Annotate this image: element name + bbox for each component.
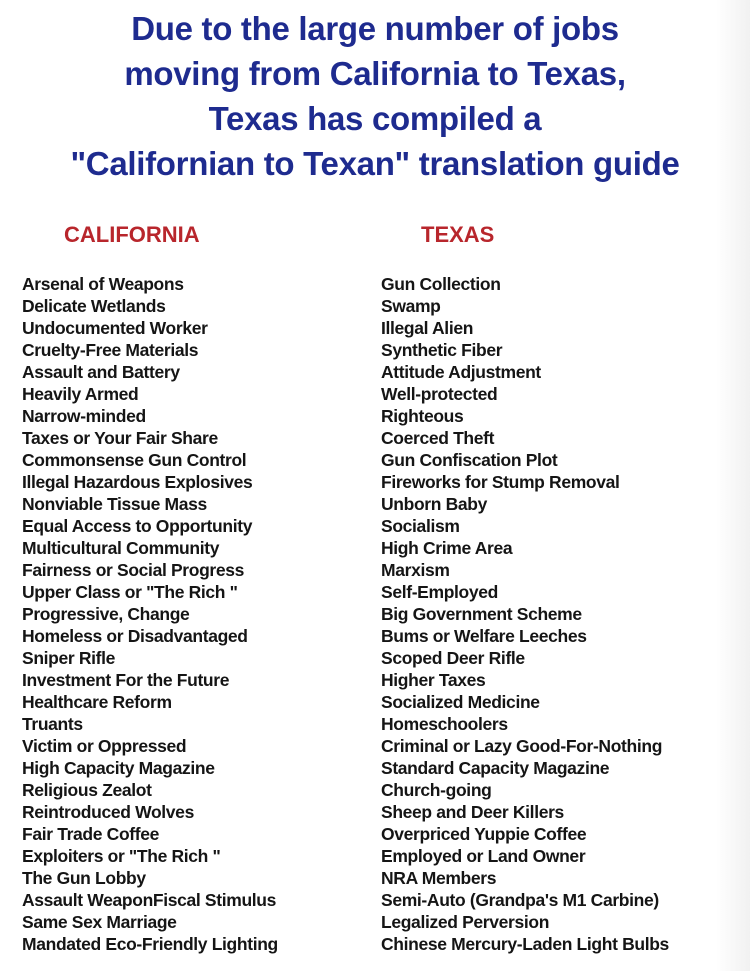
- california-term: Exploiters or "The Rich ": [22, 846, 221, 866]
- texas-term: Sheep and Deer Killers: [381, 802, 564, 822]
- title-line: Texas has compiled a: [208, 100, 542, 137]
- california-term: Delicate Wetlands: [22, 296, 166, 316]
- california-term: Undocumented Worker: [22, 318, 208, 338]
- texas-term: Chinese Mercury-Laden Light Bulbs: [381, 934, 669, 954]
- texas-term: Homeschoolers: [381, 714, 508, 734]
- texas-term: Gun Confiscation Plot: [381, 450, 558, 470]
- texas-term: Unborn Baby: [381, 494, 488, 514]
- california-term: Same Sex Marriage: [22, 912, 177, 932]
- page-title: [0, 6, 750, 186]
- california-term: Reintroduced Wolves: [22, 802, 194, 822]
- california-term: Fairness or Social Progress: [22, 560, 245, 580]
- texas-term: Fireworks for Stump Removal: [381, 472, 620, 492]
- california-term: The Gun Lobby: [22, 868, 146, 888]
- texas-term: Overpriced Yuppie Coffee: [381, 824, 587, 844]
- texas-term: Self-Employed: [381, 582, 499, 602]
- texas-term: Legalized Perversion: [381, 912, 550, 932]
- texas-term: Coerced Theft: [381, 428, 495, 448]
- california-term: Upper Class or "The Rich ": [22, 582, 238, 602]
- california-term: Mandated Eco-Friendly Lighting: [22, 934, 278, 954]
- texas-term: Attitude Adjustment: [381, 362, 541, 382]
- title-line: moving from California to Texas,: [124, 55, 626, 92]
- california-column-header: CALIFORNIA: [64, 222, 200, 247]
- texas-term: Swamp: [381, 296, 441, 316]
- california-term: Cruelty-Free Materials: [22, 340, 199, 360]
- texas-term: Righteous: [381, 406, 464, 426]
- california-term: Illegal Hazardous Explosives: [22, 472, 253, 492]
- texas-term: Standard Capacity Magazine: [381, 758, 610, 778]
- california-term: Taxes or Your Fair Share: [22, 428, 218, 448]
- texas-term: Gun Collection: [381, 274, 501, 294]
- texas-term: Scoped Deer Rifle: [381, 648, 525, 668]
- title-line: Due to the large number of jobs: [131, 10, 619, 47]
- california-term: Progressive, Change: [22, 604, 190, 624]
- texas-term: Illegal Alien: [381, 318, 474, 338]
- texas-term: Higher Taxes: [381, 670, 486, 690]
- california-term: Heavily Armed: [22, 384, 139, 404]
- california-term: Equal Access to Opportunity: [22, 516, 253, 536]
- texas-term: NRA Members: [381, 868, 497, 888]
- california-term: Truants: [22, 714, 83, 734]
- texas-term: Big Government Scheme: [381, 604, 582, 624]
- texas-term: High Crime Area: [381, 538, 513, 558]
- california-term: Homeless or Disadvantaged: [22, 626, 248, 646]
- california-term: Assault and Battery: [22, 362, 180, 382]
- california-term: Commonsense Gun Control: [22, 450, 247, 470]
- california-term-list: [22, 273, 372, 955]
- california-term: Victim or Oppressed: [22, 736, 187, 756]
- california-term: Sniper Rifle: [22, 648, 116, 668]
- texas-term: Well-protected: [381, 384, 498, 404]
- texas-term: Synthetic Fiber: [381, 340, 503, 360]
- california-term: Narrow-minded: [22, 406, 146, 426]
- texas-term: Bums or Welfare Leeches: [381, 626, 587, 646]
- texas-term: Marxism: [381, 560, 450, 580]
- california-term: Healthcare Reform: [22, 692, 172, 712]
- texas-term: Criminal or Lazy Good-For-Nothing: [381, 736, 663, 756]
- texas-term: Semi-Auto (Grandpa's M1 Carbine): [381, 890, 659, 910]
- california-term: Fair Trade Coffee: [22, 824, 160, 844]
- texas-term: Church-going: [381, 780, 492, 800]
- texas-term: Employed or Land Owner: [381, 846, 586, 866]
- texas-term-list: [381, 273, 746, 955]
- california-term: Investment For the Future: [22, 670, 230, 690]
- texas-column-header: TEXAS: [421, 222, 495, 247]
- title-line: "Californian to Texan" translation guide: [70, 145, 680, 182]
- california-term: Nonviable Tissue Mass: [22, 494, 207, 514]
- california-term: Arsenal of Weapons: [22, 274, 184, 294]
- california-term: Assault WeaponFiscal Stimulus: [22, 890, 277, 910]
- texas-term: Socialism: [381, 516, 460, 536]
- california-term: Religious Zealot: [22, 780, 152, 800]
- california-term: Multicultural Community: [22, 538, 220, 558]
- california-term: High Capacity Magazine: [22, 758, 215, 778]
- texas-term: Socialized Medicine: [381, 692, 540, 712]
